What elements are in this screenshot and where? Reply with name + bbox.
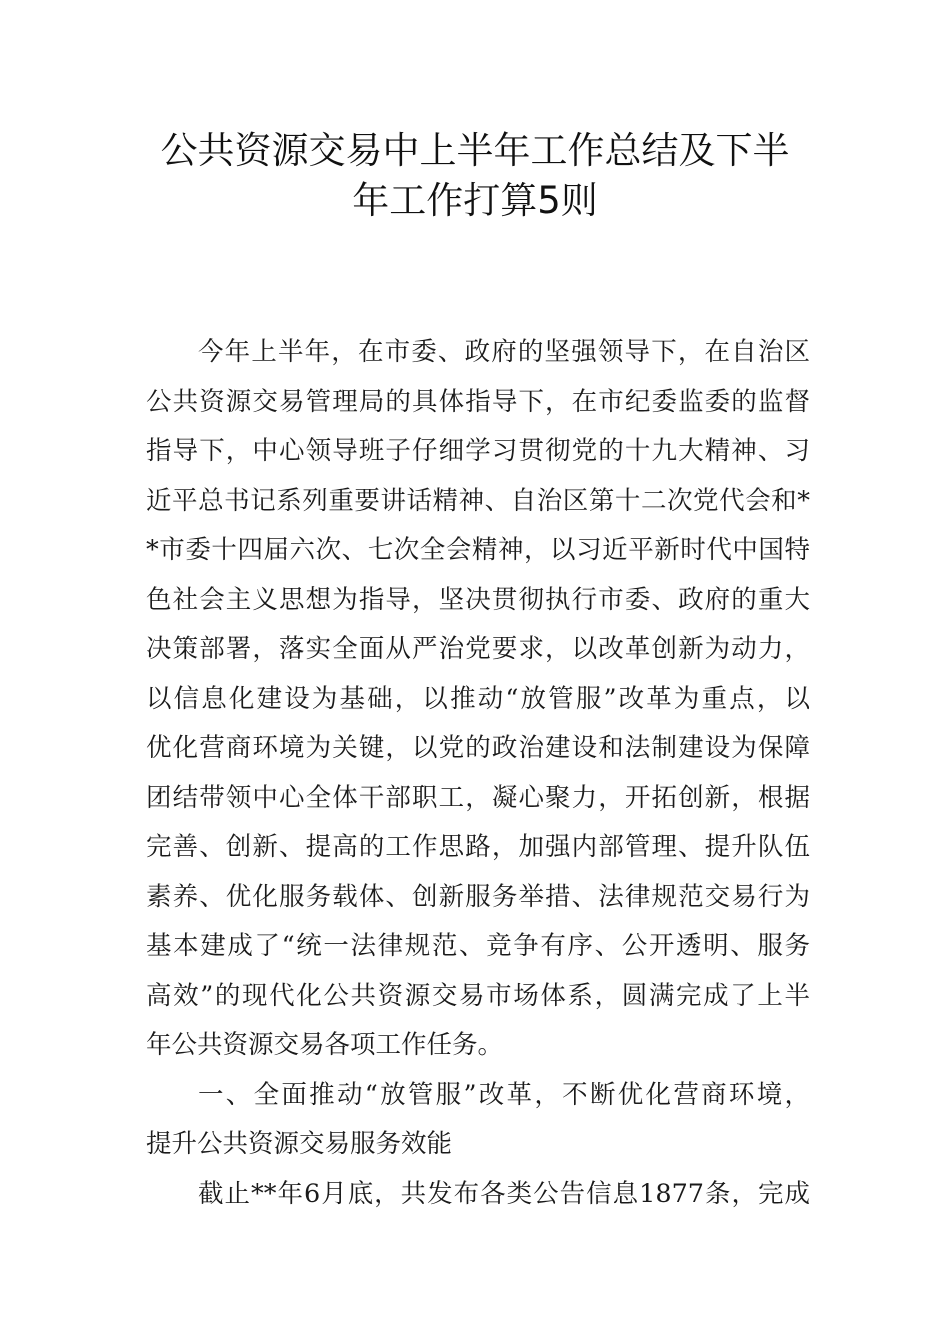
paragraph-intro (146, 328, 810, 1071)
text-line: 素养、优化服务载体、创新服务举措、法律规范交易行为 (146, 881, 810, 912)
text-line: 高效”的现代化公共资源交易市场体系，圆满完成了上半 (146, 980, 810, 1011)
title-line-1: 公共资源交易中上半年工作总结及下半 (160, 129, 790, 172)
title-line-2: 年工作打算5则 (352, 179, 598, 222)
text-line: 公共资源交易管理局的具体指导下，在市纪委监委的监督 (146, 386, 810, 417)
text-line: 色社会主义思想为指导，坚决贯彻执行市委、政府的重大 (146, 584, 810, 615)
text-line: 优化营商环境为关键，以党的政治建设和法制建设为保障 (146, 733, 810, 763)
text-line: 以信息化建设为基础，以推动“放管服”改革为重点，以 (146, 683, 810, 714)
text-line: 提升公共资源交易服务效能 (146, 1129, 453, 1159)
paragraph-stats (146, 1170, 810, 1220)
text-line: *市委十四届六次、七次全会精神，以习近平新时代中国特 (146, 535, 810, 565)
document-body (146, 328, 810, 1219)
text-line: 近平总书记系列重要讲话精神、自治区第十二次党代会和* (146, 485, 810, 516)
text-line: 指导下，中心领导班子仔细学习贯彻党的十九大精神、习 (146, 436, 810, 466)
text-line: 一、全面推动“放管服”改革，不断优化营商环境， (198, 1079, 810, 1110)
text-line: 年公共资源交易各项工作任务。 (146, 1030, 504, 1060)
text-line: 完善、创新、提高的工作思路，加强内部管理、提升队伍 (146, 832, 810, 862)
document-title (140, 126, 810, 226)
text-line: 决策部署，落实全面从严治党要求，以改革创新为动力， (146, 634, 810, 664)
text-line: 基本建成了“统一法律规范、竞争有序、公开透明、服务 (146, 931, 810, 961)
paragraph-section-heading (146, 1071, 810, 1170)
text-line: 团结带领中心全体干部职工，凝心聚力，开拓创新，根据 (146, 782, 810, 813)
text-line: 今年上半年，在市委、政府的坚强领导下，在自治区 (198, 337, 810, 367)
text-line: 截止**年6月底，共发布各类公告信息1877条，完成 (198, 1178, 810, 1209)
